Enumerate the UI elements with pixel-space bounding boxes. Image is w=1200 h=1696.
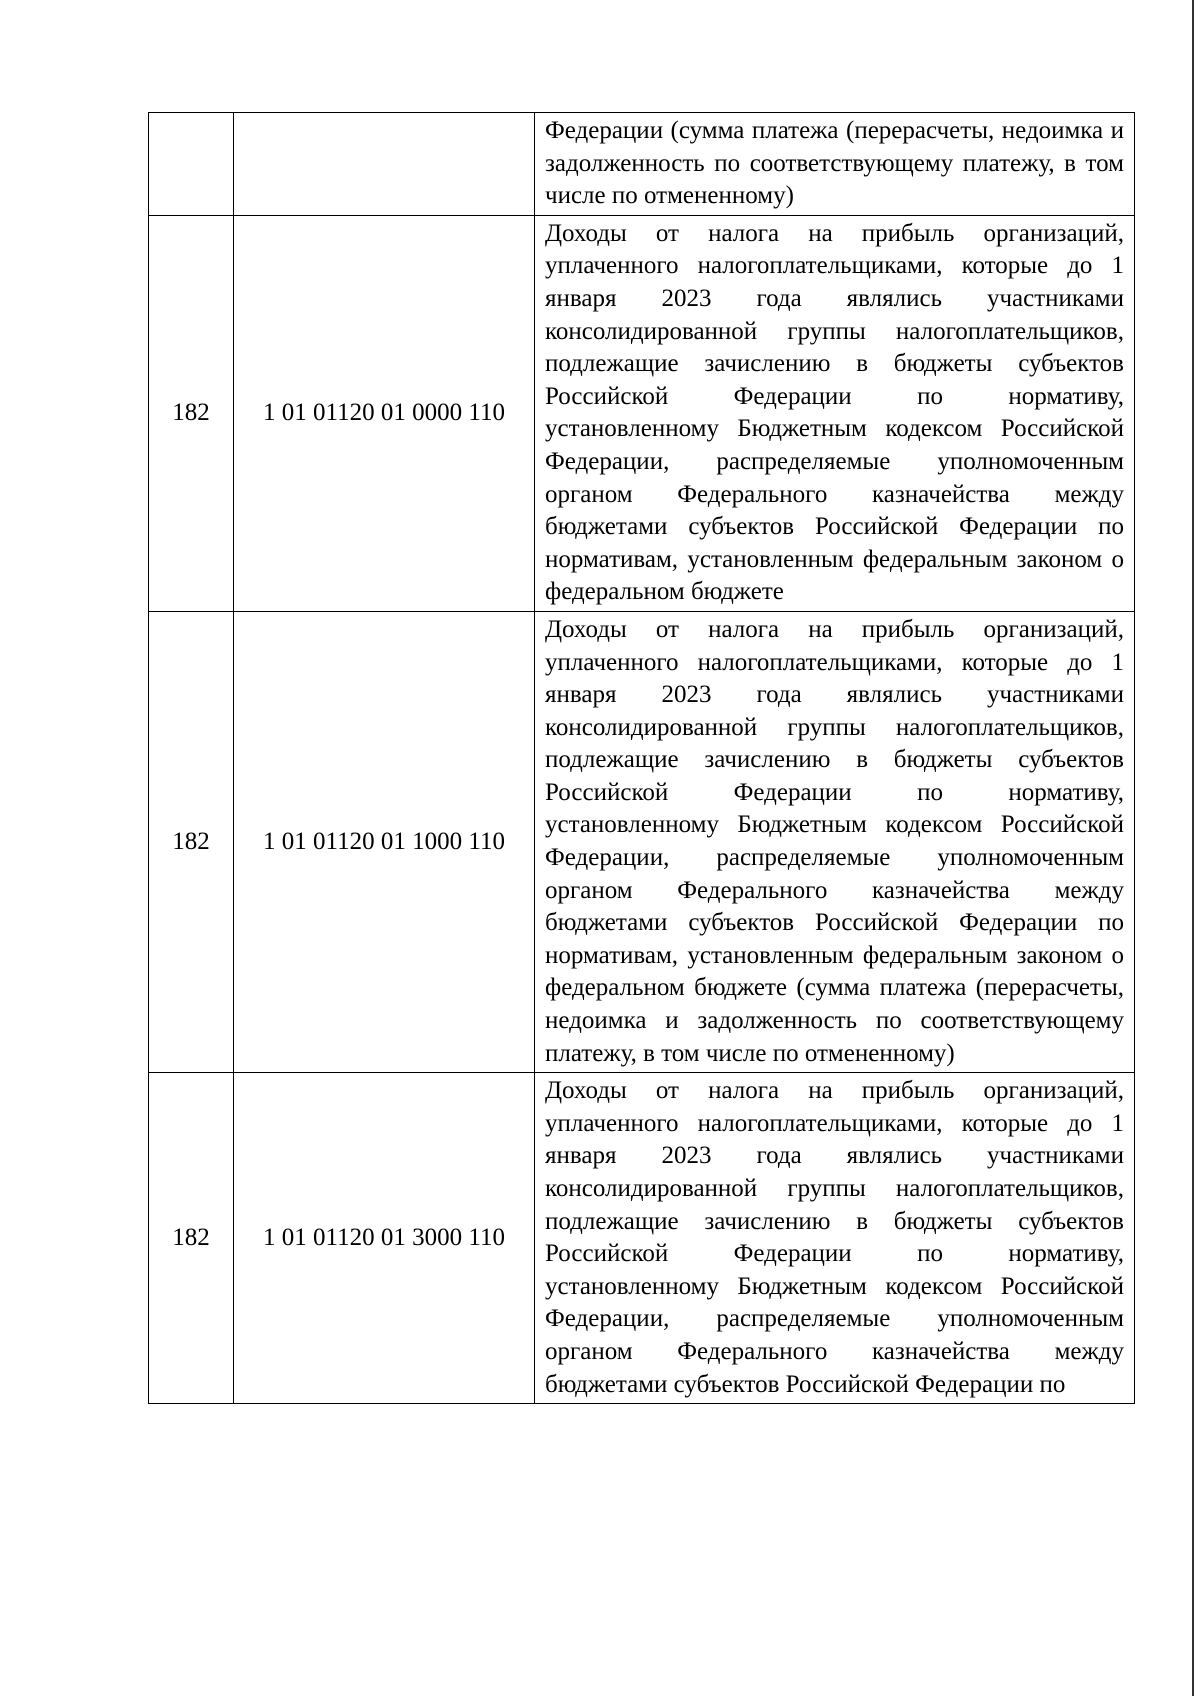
table-row [149, 611, 1135, 1072]
table-row [149, 215, 1135, 611]
revenue-codes-table [148, 112, 1135, 1404]
budget-code-cell: 1 01 01120 01 1000 110 [234, 611, 535, 1072]
page-edge-line [1192, 0, 1194, 1696]
table-row [149, 1073, 1135, 1404]
admin-code-cell: 182 [149, 215, 234, 611]
admin-code-cell: 182 [149, 611, 234, 1072]
description-cell: Доходы от налога на прибыль организаций, уплаченного налогоплательщиками, которые до 1 января 2023 года являлись участниками консолидированной группы налогоплательщиков, подлежащие зачислению в бюджеты субъектов Российской Федерации по нормативу, установленному Бюджетным кодексом Российской Федерации, распределяемые уполномоченным органом Федерального казначейства между бюджетами субъектов Российской Федерации по нормативам, установленным федеральным законом о федеральном бюджете (сумма платежа (перерасчеты, недоимка и задолженность по соответствующему платежу, в том числе по отмененному) [535, 611, 1135, 1072]
table-row [149, 113, 1135, 216]
description-cell: Доходы от налога на прибыль организаций, уплаченного налогоплательщиками, которые до 1 января 2023 года являлись участниками консолидированной группы налогоплательщиков, подлежащие зачислению в бюджеты субъектов Российской Федерации по нормативу, установленному Бюджетным кодексом Российской Федерации, распределяемые уполномоченным органом Федерального казначейства между бюджетами субъектов Российской Федерации по [535, 1073, 1135, 1404]
admin-code-cell: 182 [149, 1073, 234, 1404]
budget-code-cell: 1 01 01120 01 3000 110 [234, 1073, 535, 1404]
description-cell: Федерации (сумма платежа (перерасчеты, недоимка и задолженность по соответствующему платежу, в том числе по отмененному) [535, 113, 1135, 216]
admin-code-cell [149, 113, 234, 216]
description-cell: Доходы от налога на прибыль организаций, уплаченного налогоплательщиками, которые до 1 января 2023 года являлись участниками консолидированной группы налогоплательщиков, подлежащие зачислению в бюджеты субъектов Российской Федерации по нормативу, установленному Бюджетным кодексом Российской Федерации, распределяемые уполномоченным органом Федерального казначейства между бюджетами субъектов Российской Федерации по нормативам, установленным федеральным законом о федеральном бюджете [535, 215, 1135, 611]
budget-code-cell: 1 01 01120 01 0000 110 [234, 215, 535, 611]
budget-code-cell [234, 113, 535, 216]
